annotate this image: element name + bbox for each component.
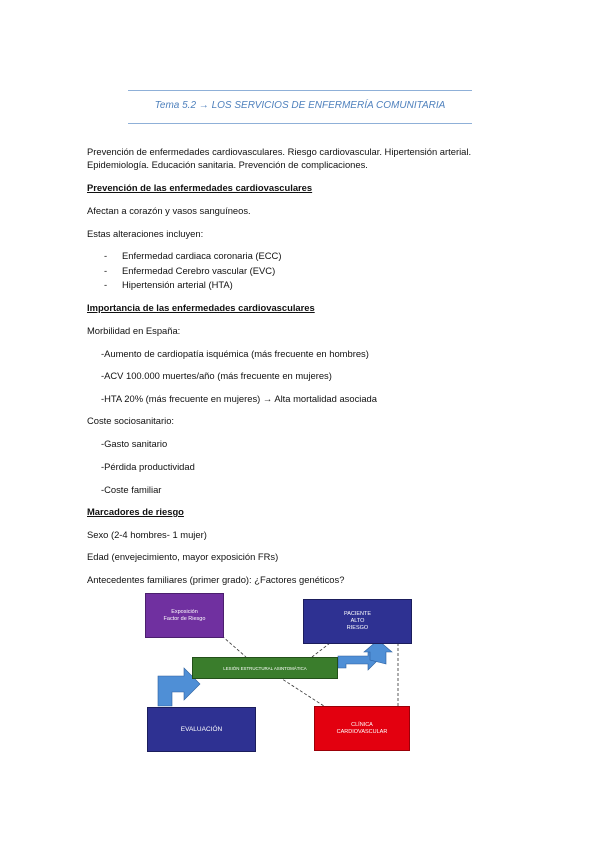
section-heading-prevencion: Prevención de las enfermedades cardiovasculares [87,182,313,193]
section-heading-importancia: Importancia de las enfermedades cardiovasculares [87,302,315,313]
clinica-cardiovascular-box [314,706,410,751]
intro-line-2: Epidemiología. Educación sanitaria. Prevención de complicaciones. [87,159,368,170]
lesion-label: LESIÓN ESTRUCTURAL ASINTOMÁTICA [223,665,307,671]
morbilidad-item: -HTA 20% (más frecuente en mujeres) → Alta mortalidad asociada [101,393,377,404]
coste-item: -Coste familiar [101,484,162,495]
marcador-item: Sexo (2-4 hombres- 1 mujer) [87,529,207,540]
riesgo-label: RIESGO [346,625,369,631]
intro-line-1: Prevención de enfermedades cardiovasculares. Riesgo cardiovascular. Hipertensión arterial. [87,146,472,157]
page-title: Tema 5.2 → LOS SERVICIOS DE ENFERMERÍA COMUNITARIA [154,100,446,111]
morbilidad-label: Morbilidad en España: [87,325,181,336]
alto-label: ALTO [350,618,365,624]
connector-line [312,643,330,657]
paragraph-afectan: Afectan a corazón y vasos sanguíneos. [87,205,251,216]
list-item: Enfermedad Cerebro vascular (EVC) [122,265,276,276]
clinica-label: CLÍNICA [351,721,373,728]
connector-line [222,636,246,657]
exposicion-label: Exposición [171,608,198,615]
coste-label: Coste sociosanitario: [87,415,175,426]
cardiovascular-label: CARDIOVASCULAR [336,728,388,735]
marcador-item: Antecedentes familiares (primer grado): ¿Factores genéticos? [87,574,345,585]
paciente-alto-riesgo-box [303,599,412,644]
list-item: Hipertensión arterial (HTA) [122,279,233,290]
list-item: Enfermedad cardiaca coronaria (ECC) [122,250,282,261]
marcador-item: Edad (envejecimiento, mayor exposición FRs) [87,551,279,562]
section-heading-marcadores: Marcadores de riesgo [87,506,184,517]
lesion-estructural-box [192,657,338,679]
evaluacion-box [147,707,256,752]
morbilidad-item: -Aumento de cardiopatía isquémica (más frecuente en hombres) [101,348,369,359]
evaluacion-label: EVALUACIÓN [180,726,223,733]
paragraph-alteraciones: Estas alteraciones incluyen: [87,228,204,239]
coste-item: -Gasto sanitario [101,438,168,449]
exposicion-factor-riesgo-box [145,593,224,638]
factor-riesgo-label: Factor de Riesgo [163,615,206,622]
connector-line [279,677,327,708]
paciente-label: PACIENTE [343,611,372,617]
list-bullet: - [104,279,108,290]
coste-item: -Pérdida productividad [101,461,195,472]
morbilidad-item: -ACV 100.000 muertes/año (más frecuente en mujeres) [101,370,332,381]
list-bullet: - [104,250,108,261]
list-bullet: - [104,265,108,276]
